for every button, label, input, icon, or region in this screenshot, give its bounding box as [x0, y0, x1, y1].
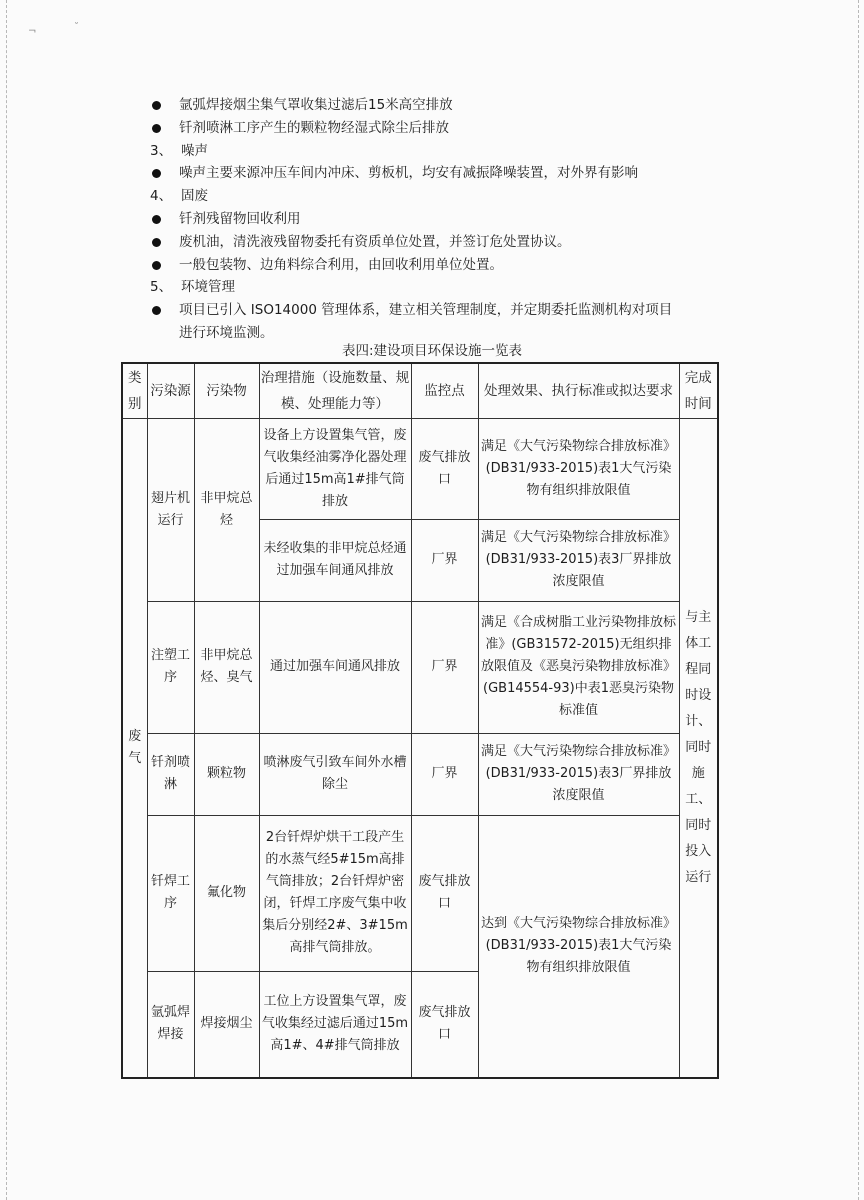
section-heading: 4、 固废 [150, 188, 208, 205]
monitor-cell: 废气排放口 [411, 815, 478, 971]
list-item: 钎剂喷淋工序产生的颗粒物经湿式除尘后排放 [150, 117, 740, 140]
standard-cell: 满足《大气污染物综合排放标准》(DB31/933-2015)表3厂界排放浓度限值 [478, 519, 679, 601]
source-cell: 钎剂喷淋 [147, 733, 194, 815]
pollutant-cell: 颗粒物 [194, 733, 259, 815]
bullet-icon [152, 124, 161, 133]
scan-edge-right [858, 0, 859, 1200]
measures-list [150, 94, 740, 345]
pollutant-cell: 焊接烟尘 [194, 971, 259, 1078]
bullet-icon [152, 238, 161, 247]
scan-speck: ¬ [28, 26, 37, 37]
section-heading: 5、 环境管理 [150, 279, 235, 296]
measure-cell: 未经收集的非甲烷总烃通过加强车间通风排放 [259, 519, 411, 601]
monitor-cell: 厂界 [411, 519, 478, 601]
measure-cell: 通过加强车间通风排放 [259, 601, 411, 733]
standard-cell: 达到《大气污染物综合排放标准》(DB31/933-2015)表1大气污染物有组织排放限值 [478, 815, 679, 1078]
header-measure: 治理措施（设施数量、规模、处理能力等） [259, 363, 411, 418]
measure-cell: 2台钎焊炉烘干工段产生的水蒸气经5#15m高排气筒排放；2台钎焊炉密闭，钎焊工序废气集中收集后分别经2#、3#15m高排气筒排放。 [259, 815, 411, 971]
bullet-icon [152, 169, 161, 178]
header-monitor: 监控点 [411, 363, 478, 418]
table-row [122, 733, 718, 815]
list-item: 噪声主要来源冲压车间内冲床、剪板机，均安有减振降噪装置，对外界有影响 [150, 162, 740, 185]
source-cell: 注塑工序 [147, 601, 194, 733]
pollutant-cell: 氟化物 [194, 815, 259, 971]
standard-cell: 满足《大气污染物综合排放标准》(DB31/933-2015)表1大气污染物有组织排放限值 [478, 418, 679, 519]
monitor-cell: 废气排放口 [411, 971, 478, 1078]
measure-cell: 工位上方设置集气罩，废气收集经过滤后通过15m高1#、4#排气筒排放 [259, 971, 411, 1078]
list-item: 一般包装物、边角料综合利用，由回收利用单位处置。 [150, 254, 740, 277]
monitor-cell: 厂界 [411, 601, 478, 733]
list-item: 项目已引入 ISO14000 管理体系，建立相关管理制度，并定期委托监测机构对项目 [150, 299, 740, 322]
table-header-row [122, 363, 718, 418]
source-cell: 钎焊工序 [147, 815, 194, 971]
completion-time-cell: 与主体工程同时设计、同时施工、同时投入运行 [679, 418, 718, 1078]
bullet-icon [152, 261, 161, 270]
list-item-continuation: 进行环境监测。 [179, 324, 274, 341]
header-time: 完成时间 [679, 363, 718, 418]
pollutant-cell: 非甲烷总烃 [194, 418, 259, 601]
category-cell: 废气 [122, 418, 147, 1078]
bullet-icon [152, 101, 161, 110]
scan-speck: ˘ [74, 22, 79, 33]
measure-cell: 喷淋废气引致车间外水槽除尘 [259, 733, 411, 815]
environmental-facilities-table [121, 362, 719, 1079]
header-pollutant: 污染物 [194, 363, 259, 418]
list-item: 废机油，清洗液残留物委托有资质单位处置，并签订危处置协议。 [150, 231, 740, 254]
scan-edge-left [6, 0, 7, 1200]
standard-cell: 满足《合成树脂工业污染物排放标准》(GB31572-2015)无组织排放限值及《恶臭污染物排放标准》(GB14554-93)中表1恶臭污染物标准值 [478, 601, 679, 733]
header-standard: 处理效果、执行标准或拟达要求 [478, 363, 679, 418]
monitor-cell: 厂界 [411, 733, 478, 815]
table-row [122, 418, 718, 519]
list-item: 氩弧焊接烟尘集气罩收集过滤后15米高空排放 [150, 94, 740, 117]
list-item: 钎剂残留物回收利用 [150, 208, 740, 231]
measure-cell: 设备上方设置集气管，废气收集经油雾净化器处理后通过15m高1#排气筒排放 [259, 418, 411, 519]
table-row [122, 601, 718, 733]
table-row [122, 815, 718, 971]
standard-cell: 满足《大气污染物综合排放标准》(DB31/933-2015)表3厂界排放浓度限值 [478, 733, 679, 815]
bullet-icon [152, 215, 161, 224]
header-category: 类别 [122, 363, 147, 418]
monitor-cell: 废气排放口 [411, 418, 478, 519]
bullet-icon [152, 306, 161, 315]
header-source: 污染源 [147, 363, 194, 418]
section-heading: 3、 噪声 [150, 142, 208, 159]
pollutant-cell: 非甲烷总烃、臭气 [194, 601, 259, 733]
source-cell: 氩弧焊焊接 [147, 971, 194, 1078]
source-cell: 翅片机运行 [147, 418, 194, 601]
table-caption: 表四:建设项目环保设施一览表 [341, 343, 523, 359]
